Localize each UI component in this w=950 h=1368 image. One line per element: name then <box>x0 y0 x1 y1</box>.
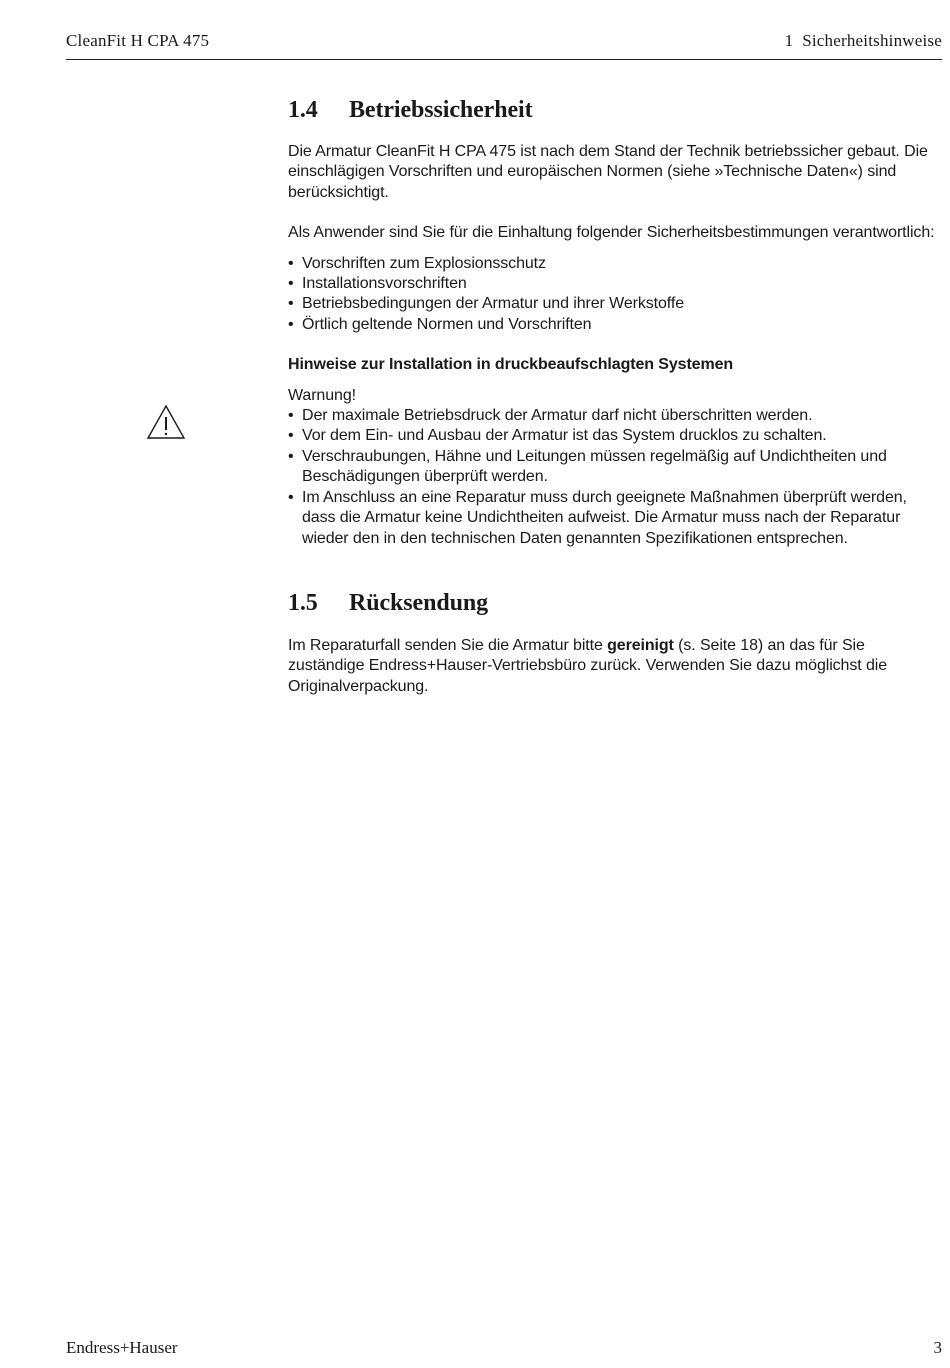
list-item: • Vorschriften zum Explosionsschutz <box>288 254 942 274</box>
list-item: • Im Anschluss an eine Reparatur muss durch geeignete Maßnahmen überprüft werden, dass die Armatur keine Undichtheiten aufweist. Die Armatur muss nach der Reparatur wieder den in den technischen Daten genannten Spezifikationen entsprechen. <box>288 488 942 549</box>
page-header <box>66 30 942 60</box>
section-title: Rücksendung <box>349 589 488 616</box>
list-item: • Verschraubungen, Hähne und Leitungen müssen regelmäßig auf Undichtheiten und Beschädigungen überprüft werden. <box>288 447 942 488</box>
main-content <box>288 94 942 697</box>
list-item: • Installationsvorschriften <box>288 274 942 294</box>
return-text-emphasis: gereinigt <box>607 636 674 654</box>
intro-paragraph: Die Armatur CleanFit H CPA 475 ist nach dem Stand der Technik betriebssicher gebaut. Die einschlägigen Vorschriften und europäischen Normen (siehe »Technische Daten«) sind berücksichtigt. <box>288 143 928 201</box>
list-item: • Vor dem Ein- und Ausbau der Armatur ist das System drucklos zu schalten. <box>288 426 942 446</box>
header-document-title: CleanFit H CPA 475 <box>66 31 210 50</box>
return-paragraph <box>288 636 942 697</box>
section-heading-1-5 <box>288 587 942 619</box>
footer-brand: Endress+Hauser <box>66 1338 178 1357</box>
return-text-start: Im Reparaturfall senden Sie die Armatur bitte <box>288 636 608 654</box>
warning-list <box>288 406 942 549</box>
installation-subheading: Hinweise zur Installation in druckbeaufschlagten Systemen <box>288 356 734 374</box>
section-number: 1.5 <box>288 589 318 616</box>
header-chapter-title: 1 Sicherheitshinweise <box>784 31 942 50</box>
list-item: • Betriebsbedingungen der Armatur und ihrer Werkstoffe <box>288 294 942 314</box>
warning-label: Warnung! <box>288 386 356 404</box>
safety-rules-list <box>288 254 942 336</box>
return-text-end: (s. Seite 18) an das für Sie zuständige Endress+Hauser-Vertriebsbüro zurück. Verwenden Sie dazu möglichst die Originalverpackung. <box>288 636 888 695</box>
warning-triangle-icon <box>146 404 186 440</box>
list-item: • Örtlich geltende Normen und Vorschriften <box>288 315 942 335</box>
page-number: 3 <box>933 1338 942 1357</box>
section-heading-1-4 <box>288 94 942 126</box>
section-number: 1.4 <box>288 97 318 123</box>
list-item: • Der maximale Betriebsdruck der Armatur darf nicht überschritten werden. <box>288 406 942 426</box>
section-title: Betriebssicherheit <box>349 97 533 123</box>
responsibility-paragraph: Als Anwender sind Sie für die Einhaltung folgender Sicherheitsbestimmungen verantwortlich: <box>288 224 935 242</box>
